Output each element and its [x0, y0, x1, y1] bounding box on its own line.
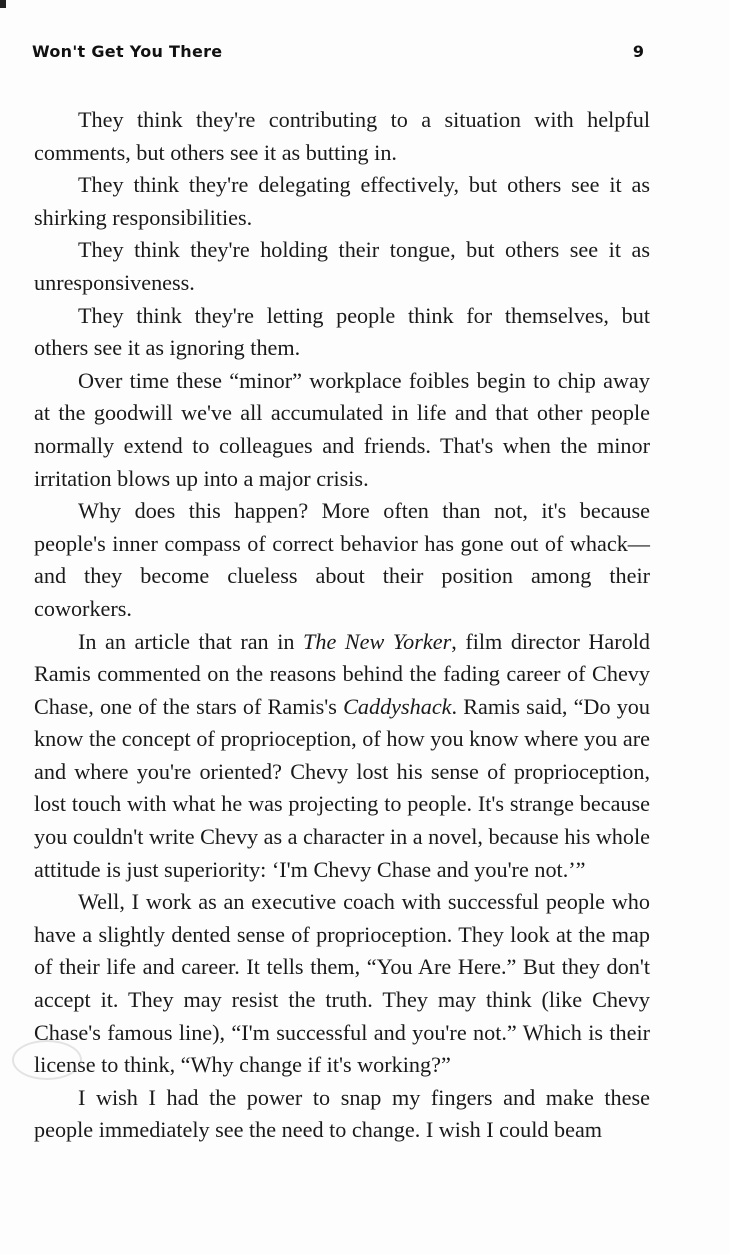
page-number: 9 — [632, 42, 644, 61]
paragraph: Well, I work as an executive coach with successful people who have a slightly dented sense of proprioception. They look at the map of their life and career. It tells them, “You Are Here.” But they don't accept it. They may resist the truth. They may think (like Chevy Chase's famous line), “I'm successful and you're not.” Which is their license to think, “Why change if it's working?” — [34, 889, 650, 1078]
scan-edge-mark — [0, 0, 6, 8]
paragraph: They think they're delegating effectively, but others see it as shirking responsibilities. — [34, 172, 650, 230]
running-header — [32, 42, 644, 66]
paragraph-text: . Ramis said, “Do you know the concept of proprioception, of how you know where you are and where you're oriented? Chevy lost his sense of proprioception, lost touch with what he was projecting to people. It's strange because you couldn't write Chevy as a character in a novel, because his whole attitude is just superiority: ‘I'm Chevy Chase and you're not.’” — [34, 693, 650, 882]
paragraph: Over time these “minor” workplace foibles begin to chip away at the goodwill we've all accumulated in life and that other people normally extend to colleagues and friends. That's when the minor irritation blows up into a major crisis. — [34, 367, 650, 491]
body-text — [34, 104, 650, 1147]
running-title: Won't Get You There — [32, 42, 223, 61]
watermark-stamp — [12, 1040, 82, 1080]
paragraph-text: , film director Harold Ramis commented on the reasons behind the fading career of Chevy Chase, one of the stars of Ramis's — [34, 628, 650, 719]
paragraph: They think they're holding their tongue, but others see it as unresponsiveness. — [34, 237, 650, 295]
paragraph: They think they're contributing to a situation with helpful comments, but others see it as butting in. — [34, 107, 650, 165]
film-title: Caddyshack — [343, 693, 452, 719]
paragraph-text: In an article that ran in — [78, 628, 304, 654]
paragraph: Why does this happen? More often than not, it's because people's inner compass of correct behavior has gone out of whack—and they become clueless about their position among their coworkers. — [34, 498, 650, 621]
paragraph: I wish I had the power to snap my fingers and make these people immediately see the need to change. I wish I could beam — [34, 1084, 650, 1143]
paragraph: They think they're letting people think for themselves, but others see it as ignoring them. — [34, 302, 650, 361]
paragraph-ramis — [34, 626, 650, 887]
magazine-title: The New Yorker — [303, 628, 452, 654]
